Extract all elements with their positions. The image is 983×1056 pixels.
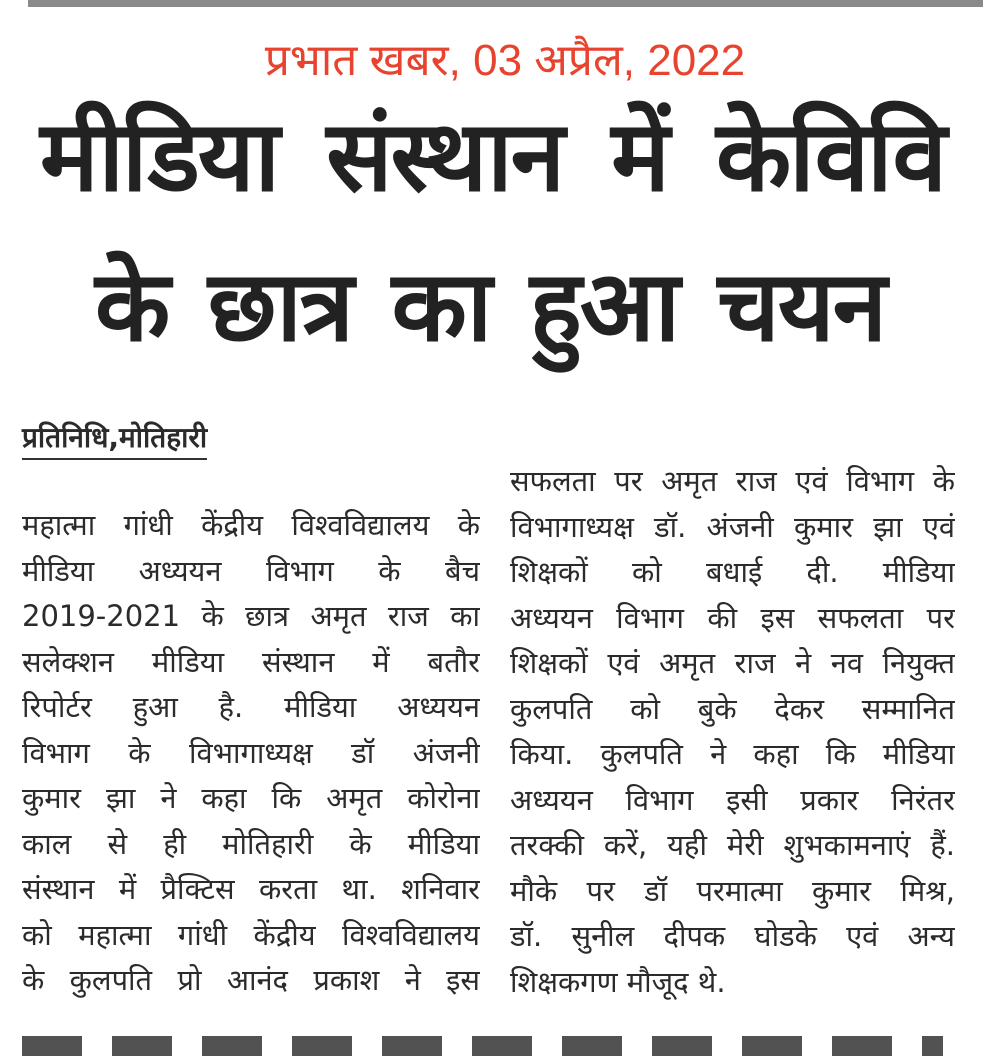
byline: प्रतिनिधि,मोतिहारी [22, 418, 207, 460]
article-line: शिक्षकगण मौजूद थे. [510, 964, 726, 999]
article-line: सफलता पर अमृत राज एवं विभाग के [510, 464, 955, 498]
article-line: सलेक्शन मीडिया संस्थान में बतौर [22, 644, 480, 679]
article-line: डॉ. सुनील दीपक घोडके एवं अन्य [510, 919, 955, 953]
article-line: कुमार झा ने कहा कि अमृत कोरोना [22, 781, 480, 815]
article-line: तरक्की करें, यही मेरी शुभकामनाएं हैं. [510, 828, 955, 862]
article-line: किया. कुलपति ने कहा कि मीडिया [510, 737, 955, 771]
article-line: रिपोर्टर हुआ है. मीडिया अध्ययन [22, 690, 480, 724]
article-line: शिक्षकों एवं अमृत राज ने नव नियुक्त [510, 646, 955, 680]
article-line: विभाग के विभागाध्यक्ष डॉ अंजनी [22, 735, 480, 770]
article-line: संस्थान में प्रैक्टिस करता था. शनिवार [22, 872, 480, 906]
article-line: शिक्षकों को बधाई दी. मीडिया [510, 555, 955, 589]
article-line: विभागाध्यक्ष डॉ. अंजनी कुमार झा एवं [510, 509, 955, 544]
article-line: अध्ययन विभाग की इस सफलता पर [510, 600, 955, 635]
article-line: काल से ही मोतिहारी के मीडिया [22, 826, 480, 861]
article-line: मीडिया अध्ययन विभाग के बैच [22, 553, 480, 588]
article-line: अध्ययन विभाग इसी प्रकार निरंतर [510, 782, 955, 817]
article-line: मौके पर डॉ परमात्मा कुमार मिश्र, [510, 873, 955, 908]
headline-line-2: के छात्र का हुआ चयन [95, 250, 885, 364]
headline-line-1: मीडिया संस्थान में केविवि [40, 100, 945, 214]
article-line: 2019-2021 के छात्र अमृत राज का [22, 599, 480, 633]
date-caption: प्रभात खबर, 03 अप्रैल, 2022 [264, 36, 746, 85]
article-line: महात्मा गांधी केंद्रीय विश्वविद्यालय के [22, 508, 480, 542]
article-line: कुलपति को बुके देकर सम्मानित [510, 691, 955, 726]
article-line: के कुलपति प्रो आनंद प्रकाश ने इस [22, 963, 480, 997]
article-column-1 [22, 503, 480, 1004]
article-column-2 [510, 459, 955, 1005]
next-headline-cropped [22, 1036, 943, 1056]
top-rule [28, 0, 983, 7]
article-line: को महात्मा गांधी केंद्रीय विश्वविद्यालय [22, 917, 480, 952]
